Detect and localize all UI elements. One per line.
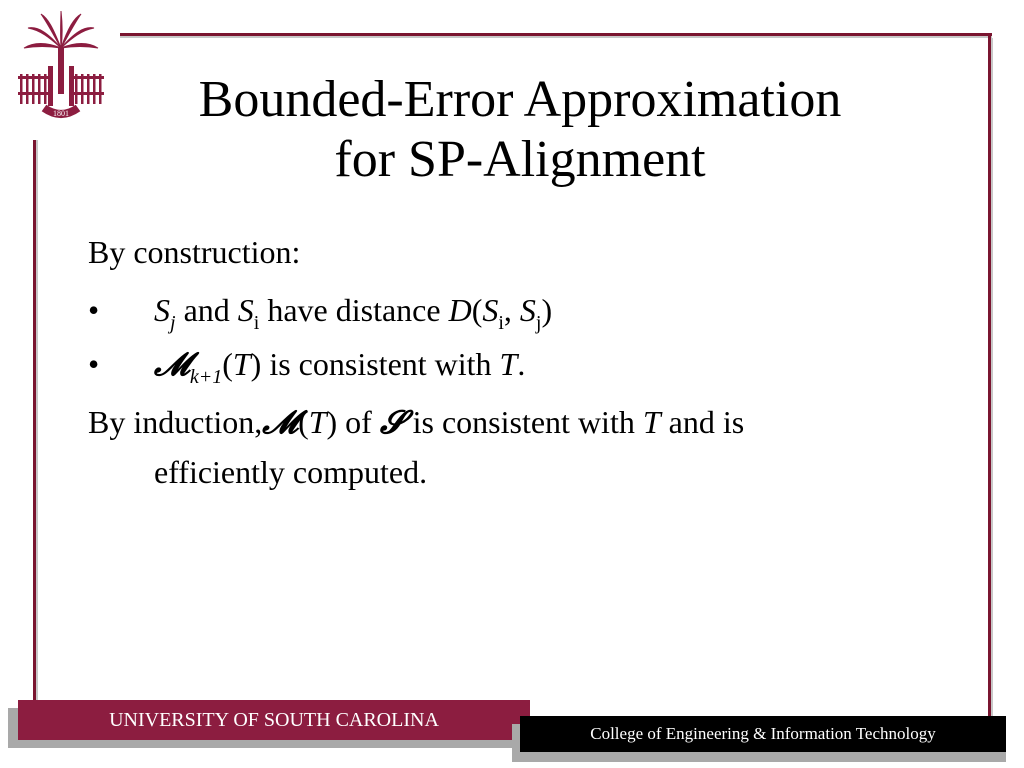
conclusion-continuation: efficiently computed. <box>154 454 428 490</box>
conclusion-paragraph: By induction,𝓜(T) of 𝓢 is consistent with T and is <box>88 403 745 441</box>
college-banner: College of Engineering & Information Technology <box>520 716 1006 752</box>
logo-year: 1801 <box>53 109 69 118</box>
title-line-1: Bounded-Error Approximation <box>198 71 842 128</box>
bullet-text-2: 𝓜$_{k+1}$(T) is consistent with T. <box>154 345 526 388</box>
university-banner: UNIVERSITY OF SOUTH CAROLINA <box>18 700 530 740</box>
bullet-marker: • <box>88 346 100 382</box>
palmetto-logo-icon <box>8 8 114 126</box>
title-line-2: for SP-Alignment <box>334 131 706 188</box>
intro-paragraph: By construction: <box>88 234 301 270</box>
frame-right-shadow <box>991 38 993 720</box>
bullet-marker: • <box>88 292 100 328</box>
frame-left-shadow <box>36 140 38 700</box>
frame-top-shadow <box>120 36 992 38</box>
bullet-text-1: $S_j$ and $S_i$ have distance $D(S_i$, $S_j$) <box>154 292 553 334</box>
slide-title <box>110 70 930 190</box>
